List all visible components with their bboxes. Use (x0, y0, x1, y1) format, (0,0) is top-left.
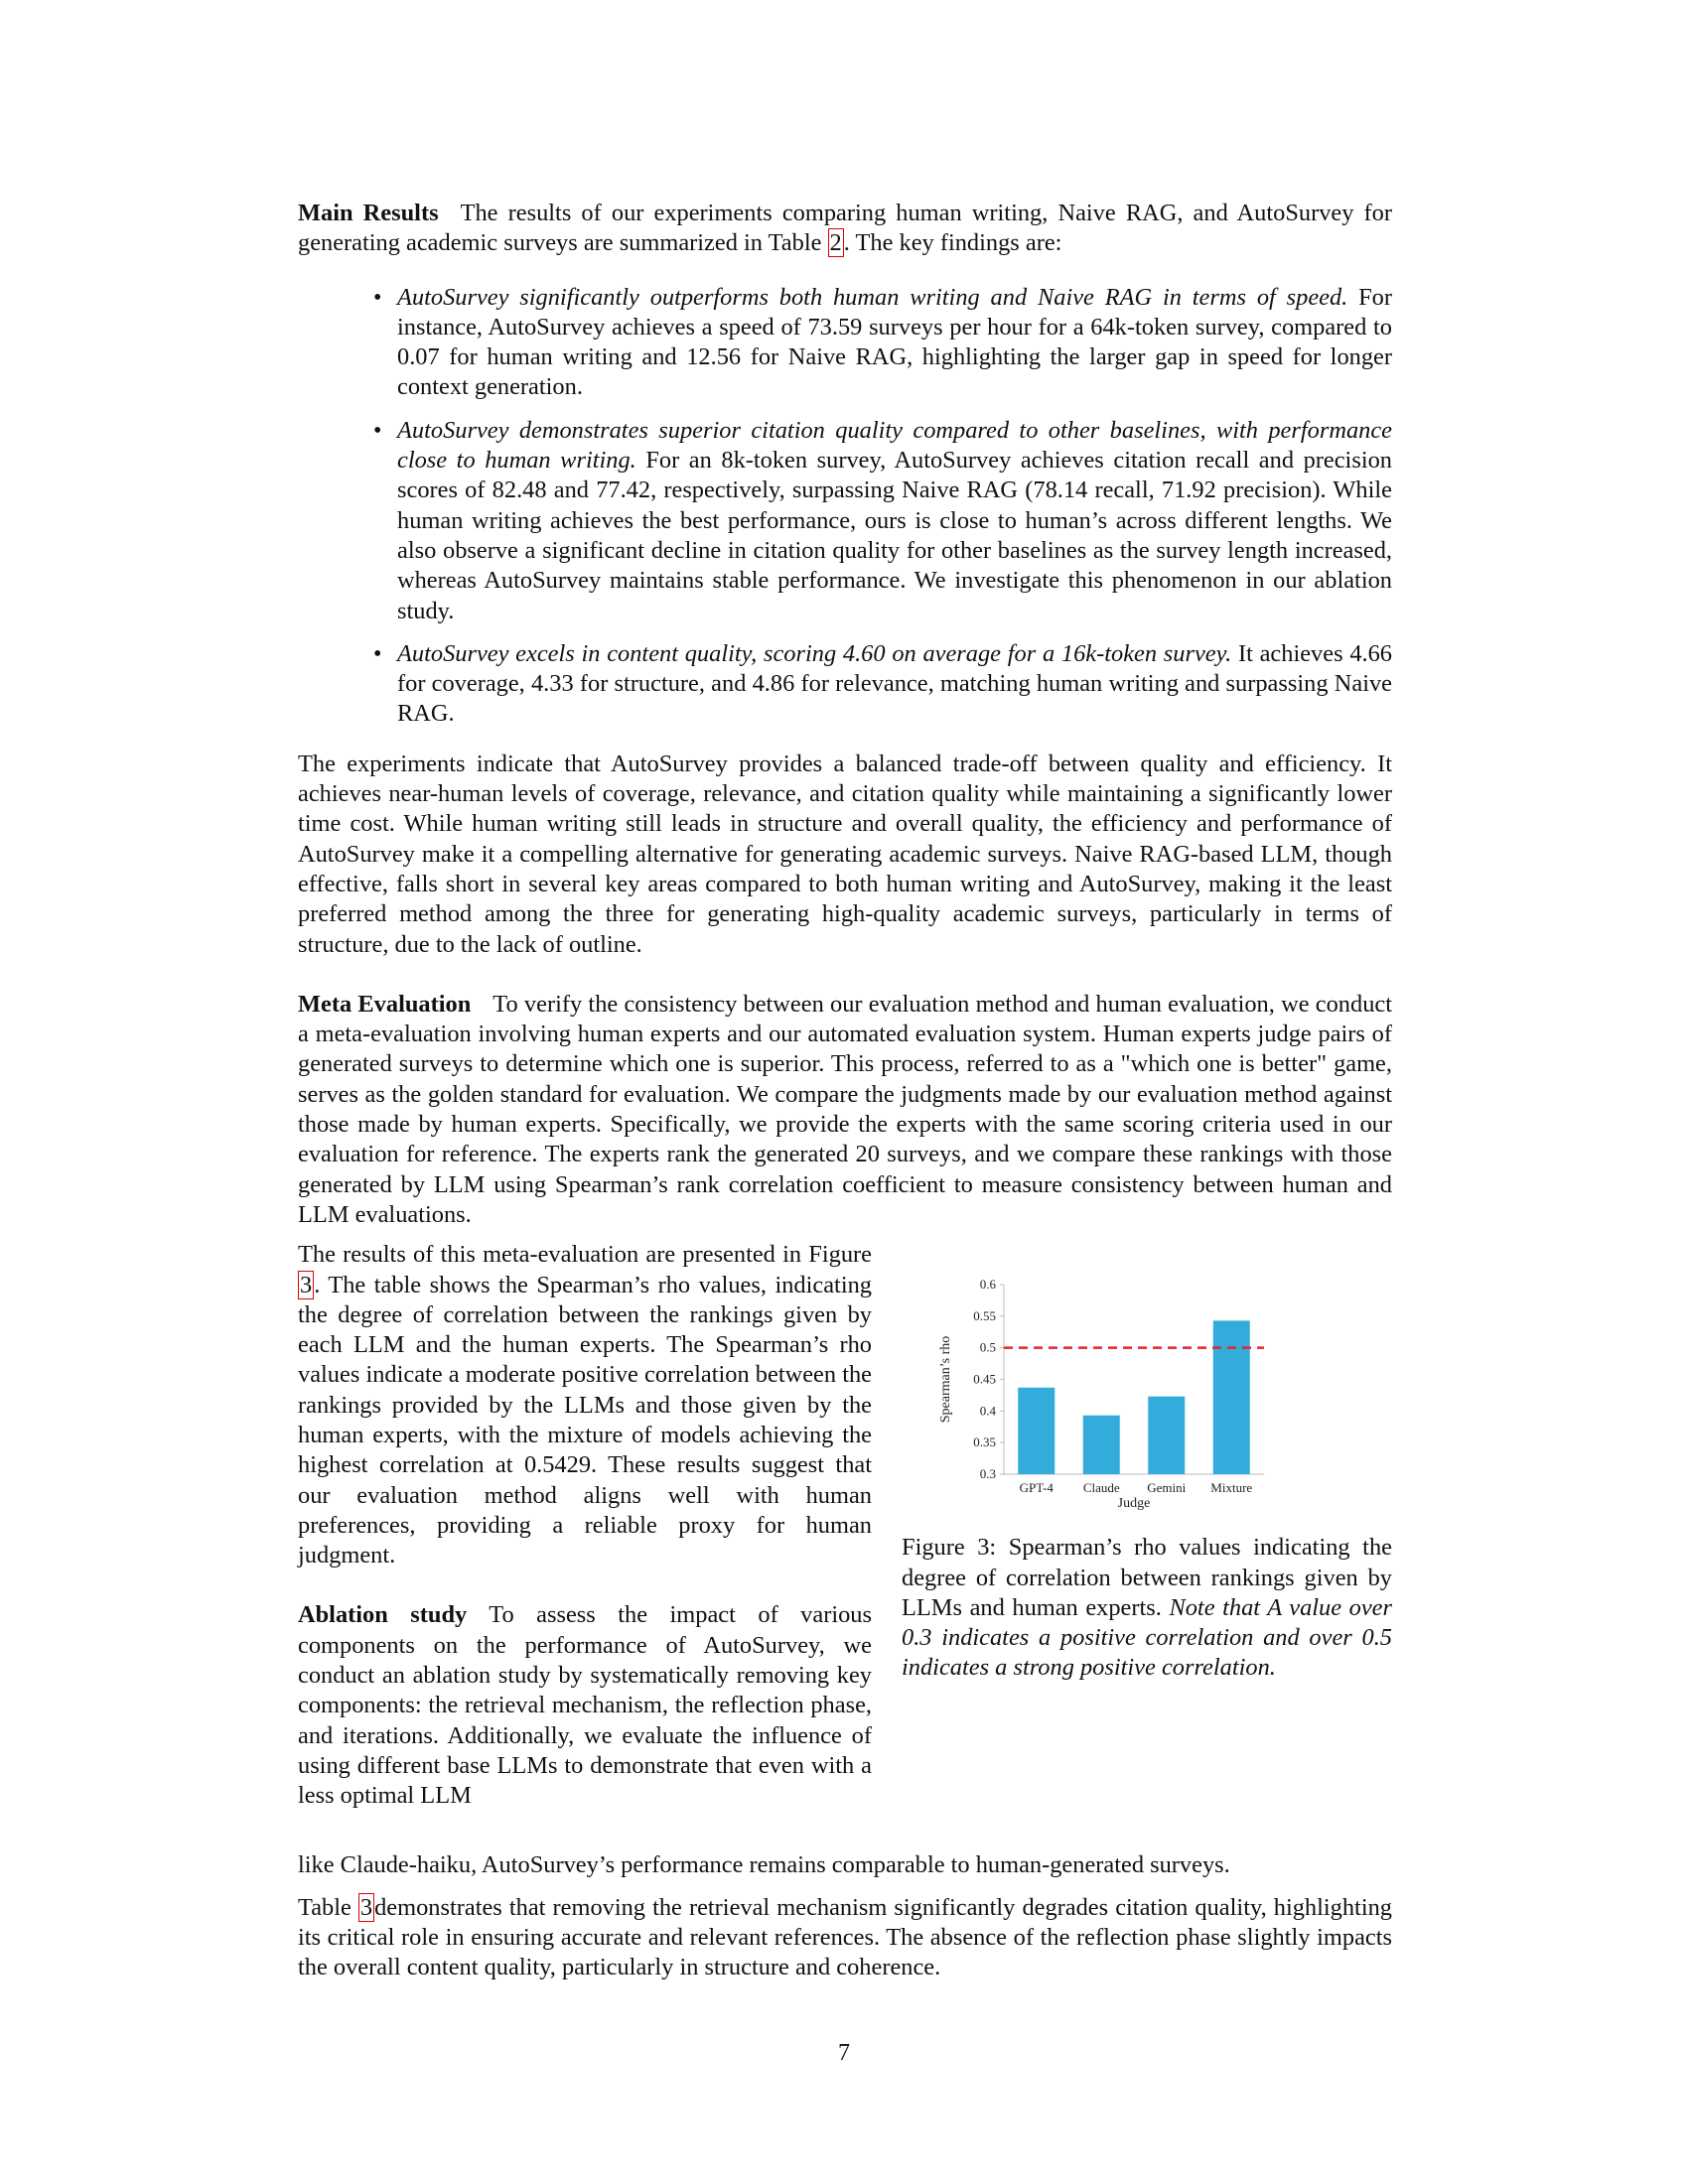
y-axis-label: Spearman’s rho (938, 1335, 953, 1424)
key-findings-list (298, 283, 1392, 730)
list-item: • AutoSurvey demonstrates superior citation quality compared to other baselines, with performance close to human writing. For an 8k-token survey, AutoSurvey achieves citation recall and precision scores of 82.48 and 77.42, respectively, surpassing Naive RAG (78.14 recall, 71.92 precision). While human writing achieves the best performance, ours is close to human’s across different lengths. We also observe a significant decline in citation quality for other baselines as the survey length increased, whereas AutoSurvey maintains stable performance. We investigate this phenomenon in our ablation study. (373, 416, 1392, 624)
ablation-continued: like Claude-haiku, AutoSurvey’s performance remains comparable to human-generated surveys. (298, 1851, 1230, 1879)
meta-results-paragraph: The results of this meta-evaluation are presented in Figure 3. The table shows the Spearman’s rho values, indicating the degree of correlation between the rankings given by each LLM and the human experts. The Spearman’s rho values indicate a moderate positive correlation between the rankings provided by the LLMs and those given by the human experts, with the mixture of models achieving the highest correlation at 0.5429. These results suggest that our evaluation method aligns well with human preferences, providing a reliable proxy for human judgment. (298, 1241, 872, 1570)
bullet-icon: • (373, 417, 382, 444)
figure-ref-link[interactable]: 3 (300, 1271, 313, 1298)
y-tick-label: 0.35 (973, 1434, 996, 1450)
meta-evaluation-heading: Meta Evaluation (298, 990, 472, 1018)
main-results-paragraph: Main Results The results of our experiments comparing human writing, Naive RAG, and AutoSurvey for generating academic surveys are summarized in Table 2. The key findings are: (298, 200, 1392, 257)
x-tick-label: Claude (1082, 1480, 1120, 1496)
y-tick-label: 0.4 (979, 1403, 996, 1419)
results-figure-block (298, 1240, 1392, 1855)
x-tick-label: Gemini (1147, 1480, 1187, 1496)
y-tick-label: 0.55 (973, 1308, 996, 1324)
bar (1148, 1397, 1185, 1474)
table-ref-link[interactable]: 2 (829, 229, 842, 257)
bullet-icon: • (373, 284, 382, 311)
y-tick-label: 0.5 (979, 1339, 996, 1355)
left-column (298, 1240, 872, 1811)
meta-evaluation-paragraph: Meta Evaluation To verify the consistency between our evaluation method and human evaluation, we conduct a meta-evaluation involving human experts and our automated evaluation system. Human experts judge pairs of generated surveys to determine which one is superior. This process, referred to as a "which one is better" game, serves as the golden standard for evaluation. We compare the judgments made by our evaluation method against those made by human experts. Specifically, we provide the experts with the same scoring criteria used in our evaluation for reference. The experts rank the generated 20 surveys, and we compare these rankings with those generated by LLM using Spearman’s rank correlation coefficient to measure consistency between human and LLM evaluations. (298, 990, 1392, 1228)
list-item: • AutoSurvey significantly outperforms both human writing and Naive RAG in terms of speed. For instance, AutoSurvey achieves a speed of 73.59 surveys per hour for a 64k-token survey, compared to 0.07 for human writing and 12.56 for Naive RAG, highlighting the larger gap in speed for longer context generation. (373, 283, 1392, 401)
figure-caption: Figure 3: Spearman’s rho values indicating the degree of correlation between rankings given by LLMs and human experts. Note that A value over 0.3 indicates a positive correlation and over 0.5 indicates a strong positive correlation. (902, 1534, 1393, 1682)
summary-paragraph: The experiments indicate that AutoSurvey provides a balanced trade-off between quality and efficiency. It achieves near-human levels of coverage, relevance, and citation quality while maintaining a significantly lower time cost. While human writing still leads in structure and overall quality, the efficiency and performance of AutoSurvey make it a compelling alternative for generating academic surveys. Naive RAG-based LLM, though effective, falls short in several key areas compared to both human writing and AutoSurvey, making it the least preferred method among the three for generating high-quality academic surveys, particularly in terms of structure, due to the lack of outline. (298, 750, 1392, 958)
list-item: • AutoSurvey excels in content quality, scoring 4.60 on average for a 16k-token survey. It achieves 4.66 for coverage, 4.33 for structure, and 4.86 for relevance, matching human writing and surpassing Naive RAG. (373, 639, 1392, 728)
paper-page (298, 199, 1392, 1982)
page-number: 7 (838, 2040, 850, 2066)
bar (1018, 1388, 1055, 1474)
y-tick-label: 0.45 (973, 1371, 996, 1387)
y-tick-label: 0.3 (979, 1466, 996, 1482)
x-tick-label: Mixture (1210, 1480, 1253, 1496)
table-ref-link[interactable]: 3 (359, 1893, 373, 1921)
bar (1213, 1321, 1250, 1475)
bar (1083, 1416, 1120, 1474)
x-axis-label: Judge (1117, 1496, 1151, 1512)
ablation-heading: Ablation study (298, 1601, 468, 1629)
bullet-icon: • (373, 640, 382, 667)
y-tick-label: 0.6 (979, 1277, 996, 1293)
main-results-heading: Main Results (298, 200, 439, 226)
ablation-paragraph: Ablation study To assess the impact of various components on the performance of AutoSurvey, we conduct an ablation study by systematically removing key components: the retrieval mechanism, the reflection phase, and iterations. Additionally, we evaluate the influence of using different base LLMs to demonstrate that even with a less optimal LLM (298, 1601, 872, 1810)
table-3-paragraph: Table 3demonstrates that removing the retrieval mechanism significantly degrades citation quality, highlighting its critical role in ensuring accurate and relevant references. The absence of the reflection phase slightly impacts the overall content quality, particularly in structure and coherence. (298, 1893, 1393, 1981)
spearman-bar-chart (902, 1240, 1392, 1528)
figure-3 (902, 1240, 1392, 1683)
x-tick-label: GPT-4 (1019, 1480, 1054, 1496)
